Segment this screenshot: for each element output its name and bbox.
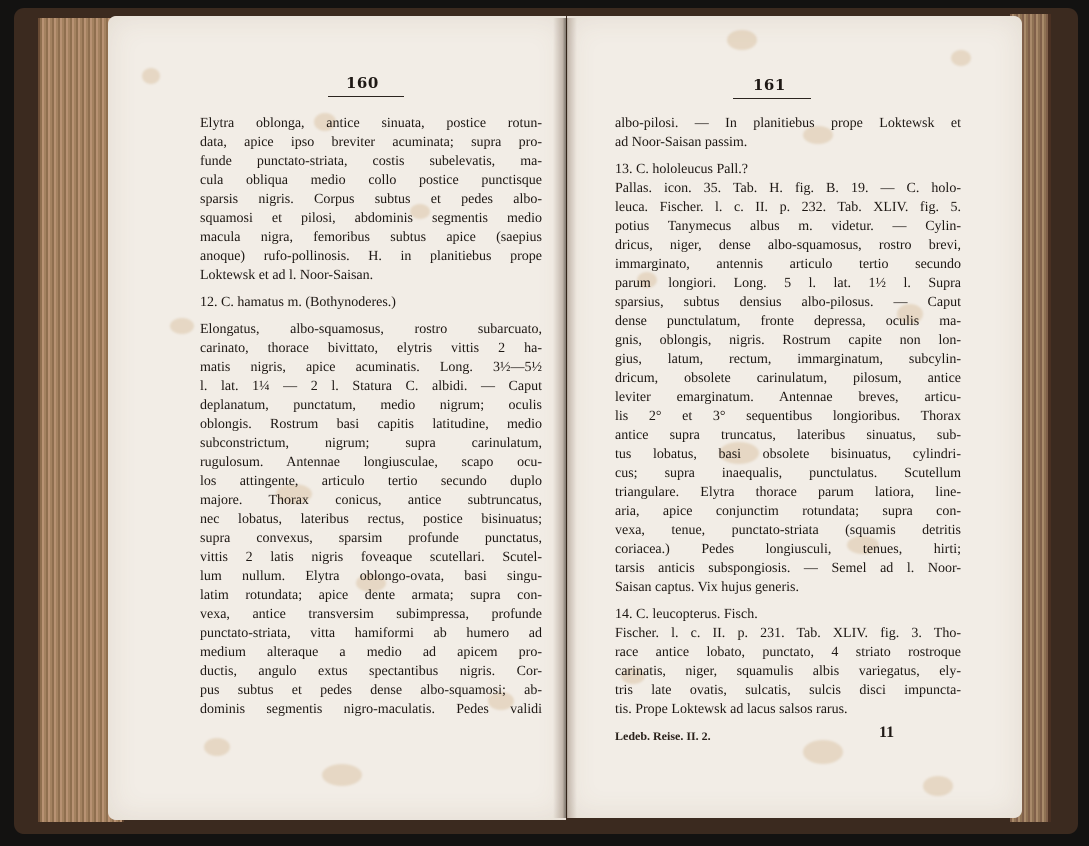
text-line: aria, apice conjunctim rotundata; supra con- — [615, 504, 961, 519]
right-page — [567, 16, 1022, 818]
text-line: carinato, thorace bivittato, elytris vittis 2 ha- — [200, 341, 542, 356]
text-line: gnis, oblongis, nigris. Rostrum capite non lon- — [615, 333, 961, 348]
foxing-stain — [803, 740, 843, 764]
text-line: dense punctulatum, fronte depressa, oculis ma- — [615, 314, 961, 329]
text-line: los attingente, articulo tertio secundo duplo — [200, 474, 542, 489]
foxing-stain — [322, 764, 362, 786]
page-number-rule — [733, 98, 811, 99]
foxing-stain — [923, 776, 953, 796]
text-line: race antice lobato, punctato, 4 striato rostroque — [615, 645, 961, 660]
text-line: data, apice ipso breviter acuminata; supra pro- — [200, 135, 542, 150]
text-line: Elongatus, albo-squamosus, rostro subarcuato, — [200, 322, 542, 337]
blank-line — [615, 597, 961, 605]
text-line: dricum, obsolete carinulatum, pilosum, antice — [615, 371, 961, 386]
text-line: latim rotundata; apice dente armata; supra con- — [200, 588, 542, 603]
left-page — [108, 16, 566, 820]
text-line: cula obliqua medio collo postice punctisque — [200, 173, 542, 188]
right-page-text — [615, 114, 961, 719]
text-line: tarsis anticis subspongiosis. — Semel ad l. Noor- — [615, 561, 961, 576]
foxing-stain — [170, 318, 194, 334]
text-line: rugulosum. Antennae longiusculae, scapo ocu- — [200, 455, 542, 470]
foxing-stain — [142, 68, 160, 84]
blank-line — [200, 285, 542, 293]
text-line: matis nigris, apice acuminatis. Long. 3½—5½ — [200, 360, 542, 375]
entry-heading-14 — [615, 605, 961, 624]
text-line: Loktewsk et ad l. Noor-Saisan. — [200, 268, 374, 283]
page-number-rule — [328, 96, 404, 97]
text-line: tus lobatus, basi obsolete bisinuatus, cylindri- — [615, 447, 961, 462]
text-line: nec lobatus, lateribus rectus, postice bisinuatus; — [200, 512, 542, 527]
text-line: ad Noor-Saisan passim. — [615, 135, 748, 150]
text-line: carinatis, niger, squamulis albis variegatus, ely- — [615, 664, 961, 679]
text-line: gius, latum, rectum, immarginatum, subcylin- — [615, 352, 961, 367]
text-line: vexa, tenue, punctato-striata (squamis detritis — [615, 523, 961, 538]
text-line: parum longiori. Long. 5 l. lat. 1½ l. Supra — [615, 276, 961, 291]
text-line: majore. Thorax conicus, antice subtruncatus, — [200, 493, 542, 508]
text-line: ductis, angulo extus spectantibus nigris. Cor- — [200, 664, 542, 679]
text-line: coriacea.) Pedes longiusculi, tenues, hirti; — [615, 542, 961, 557]
text-line: subconstrictum, nigrum; supra carinulatum, — [200, 436, 542, 451]
text-line: sparsius, subtus densius albo-pilosus. — Caput — [615, 295, 961, 310]
text-line: Fischer. l. c. II. p. 231. Tab. XLIV. fig. 3. Tho- — [615, 626, 961, 641]
text-line: Pallas. icon. 35. Tab. H. fig. B. 19. — C. holo- — [615, 181, 961, 196]
page-number: 161 — [753, 76, 786, 94]
signature-number: 11 — [879, 724, 895, 741]
text-line: funde punctato-striata, costis subelevatis, ma- — [200, 154, 542, 169]
entry-heading-13 — [615, 160, 961, 179]
printer-signature-mark: Ledeb. Reise. II. 2. — [615, 729, 711, 743]
text-line: medium alteraque a medio ad apicem pro- — [200, 645, 542, 660]
entry-heading-12 — [200, 293, 542, 312]
text-line: leviter emarginatum. Antennae breves, articu- — [615, 390, 961, 405]
left-page-text — [200, 114, 542, 719]
text-line: pus subtus et pedes dense albo-squamosi; ab- — [200, 683, 542, 698]
text-line: dominis segmentis nigro-maculatis. Pedes validi — [200, 702, 542, 717]
text-line: dricus, niger, dense albo-squamosus, rostro brevi, — [615, 238, 961, 253]
text-line: macula nigra, femoribus subtus apice (saepius — [200, 230, 542, 245]
text-line: leuca. Fischer. l. c. II. p. 232. Tab. XLIV. fig. 5. — [615, 200, 961, 215]
text-line: Saisan captus. Vix hujus generis. — [615, 580, 799, 595]
text-line: antice supra truncatus, lateribus sinuatus, sub- — [615, 428, 961, 443]
text-line: immarginato, antennis articulo tertio secundo — [615, 257, 961, 272]
text-line: potius Tanymecus albus m. videtur. — Cylin- — [615, 219, 961, 234]
text-line: sparsis nigris. Corpus subtus et pedes albo- — [200, 192, 542, 207]
text-line: anoque) rufo-pollinosis. H. in planitiebus prope — [200, 249, 542, 264]
text-line: oblongis. Rostrum basi capitis latitudine, medio — [200, 417, 542, 432]
text-line: vexa, antice transversim subimpressa, profunde — [200, 607, 542, 622]
text-line: albo-pilosi. — In planitiebus prope Loktewsk et — [615, 116, 961, 131]
text-line: tris late ovatis, sulcatis, sulcis disci impuncta- — [615, 683, 961, 698]
blank-line — [200, 312, 542, 320]
text-line: tis. Prope Loktewsk ad lacus salsos rarus. — [615, 702, 848, 717]
text-line: deplanatum, punctatum, medio nigrum; oculis — [200, 398, 542, 413]
foxing-stain — [204, 738, 230, 756]
entry-heading-text: 14. C. leucopterus. Fisch. — [615, 607, 758, 622]
page-number: 160 — [346, 74, 379, 92]
foxing-stain — [951, 50, 971, 66]
text-line: cus; supra inaequalis, punctulatus. Scutellum — [615, 466, 961, 481]
text-line: l. lat. 1¼ — 2 l. Statura C. albidi. — Caput — [200, 379, 542, 394]
text-line: supra convexus, sparsim profunde punctatus, — [200, 531, 542, 546]
entry-heading-text: 13. C. hololeucus Pall.? — [615, 162, 748, 177]
foxing-stain — [727, 30, 757, 50]
blank-line — [615, 152, 961, 160]
text-line: squamosi et pilosi, abdominis segmentis medio — [200, 211, 542, 226]
text-line: lum nullum. Elytra oblongo-ovata, basi singu- — [200, 569, 542, 584]
text-line: punctato-striata, vitta hamiformi ab humero ad — [200, 626, 542, 641]
text-line: lis 2° et 3° sequentibus longioribus. Thorax — [615, 409, 961, 424]
text-line: vittis 2 latis nigris foveaque scutellari. Scutel- — [200, 550, 542, 565]
entry-heading-text: 12. C. hamatus m. (Bothynoderes.) — [200, 295, 396, 310]
text-line: Elytra oblonga, antice sinuata, postice rotun- — [200, 116, 542, 131]
text-line: triangulare. Elytra thorace parum latiora, line- — [615, 485, 961, 500]
